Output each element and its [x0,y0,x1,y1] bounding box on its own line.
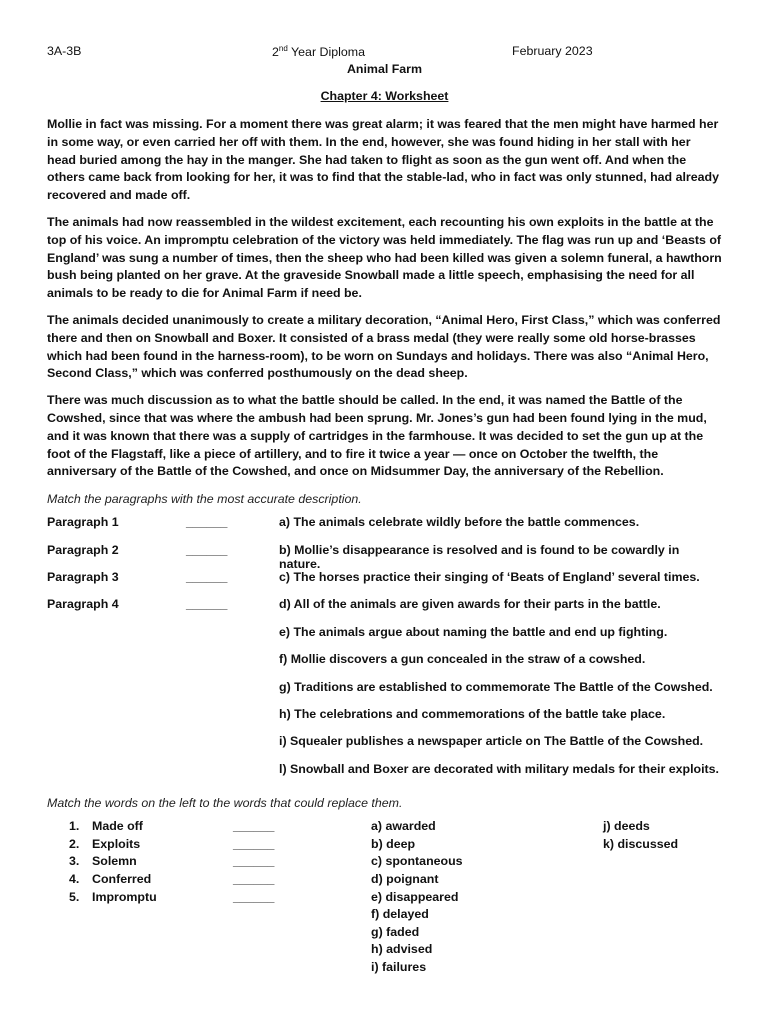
paragraph-label: Paragraph 1 [47,515,119,530]
word-number-column: 1. 2. 3. 4. 5. [69,819,80,904]
option-column-2 [603,818,678,853]
word-item: Solemn [92,854,137,869]
paragraph-4: There was much discussion as to what the battle should be called. In the end, it was named the Battle of the Cowshed, since that was where the ambush had been sprung. Mr. Jones’s gun had been found lying in the mud, and it was known that there was a supply of cartridges in the farmhouse. It was decided to set the gun up at the foot of the Flagstaff, like a piece of artillery, and to fire it twice a year — once on October the twelfth, the anniversary of the Battle of the Cowshed, and once on Midsummer Day, the anniversary of the Rebellion. [47,393,707,479]
match-row [47,515,722,535]
answer-blank[interactable]: ______ [186,597,228,612]
word-item: Exploits [92,836,141,851]
word-item: Impromptu [92,889,157,904]
answer-blank: ______ [233,819,275,834]
header [47,44,722,62]
course-year: 2nd Year Diploma [272,44,365,60]
paragraph-label: Paragraph 3 [47,569,119,584]
book-title: Animal Farm [346,62,423,76]
words-instruction: Match the words on the left to the words that could replace them. [47,796,403,811]
worksheet-page [47,44,722,978]
match-row [47,542,722,571]
match-row [47,625,722,645]
match-row [47,570,722,590]
option-item: e) disappeared [371,889,459,904]
option-item: g) faded [371,924,420,939]
class-code: 3A-3B [47,44,82,58]
option-item: d) poignant [371,871,439,886]
paragraph-label: Paragraph 4 [47,597,119,612]
description-option: l) Snowball and Boxer are decorated with military medals for their exploits. [279,761,719,776]
option-item: j) deeds [603,819,650,834]
word-item: Conferred [92,871,152,886]
description-option: c) The horses practice their singing of ‘Beats of England’ several times. [279,569,700,584]
option-item: k) discussed [603,836,679,851]
option-item: h) advised [371,942,433,957]
match-row [47,707,722,727]
description-option: h) The celebrations and commemorations of the battle take place. [279,706,666,721]
option-item: f) delayed [371,907,429,922]
description-option: f) Mollie discovers a gun concealed in the straw of a cowshed. [279,652,646,667]
answer-blank: ______ [233,871,275,886]
chapter-title: Chapter 4: Worksheet [320,89,449,103]
match-instruction: Match the paragraphs with the most accurate description. [47,492,362,507]
answer-blank[interactable]: ______ [186,515,228,530]
match-row [47,762,722,782]
paragraph-3: The animals decided unanimously to create a military decoration, “Animal Hero, First Class,” which was conferred there and then on Snowball and Boxer. It consisted of a brass medal (they were really some old horse-brasses which had been found in the harness-room), to be worn on Sundays and holidays. There was also “Animal Hero, Second Class,” which was conferred posthumously on the dead sheep. [47,312,721,381]
paragraph-label: Paragraph 2 [47,542,119,557]
answer-blank[interactable]: ______ [186,542,228,557]
answer-blank[interactable]: ______ [186,569,228,584]
description-option: b) Mollie’s disappearance is resolved and is found to be cowardly in nature. [279,542,680,571]
description-option: g) Traditions are established to commemorate The Battle of the Cowshed. [279,679,713,694]
word-blank-column[interactable] [233,818,274,906]
paragraph-2: The animals had now reassembled in the wildest excitement, each recounting his own exploits in the battle at the top of his voice. An impromptu celebration of the victory was held immediately. The flag was run up and ‘Beasts of England’ was sung a number of times, then the sheep who had been killed was given a solemn funeral, a hawthorn bush being planted on her grave. At the graveside Snowball made a little speech, emphasising the need for all animals to be ready to die for Animal Farm if need be. [47,214,722,301]
option-item: i) failures [371,959,427,974]
word-column [92,818,157,906]
answer-blank: ______ [233,836,275,851]
option-column [371,818,463,976]
match-row [47,652,722,672]
answer-blank: ______ [233,889,275,904]
date: February 2023 [512,44,593,58]
match-row [47,734,722,754]
match-row [47,597,722,617]
paragraph-match-section [47,515,722,785]
word-item: Made off [92,819,143,834]
description-option: d) All of the animals are given awards for their parts in the battle. [279,597,661,612]
word-match-section [47,818,722,978]
option-item: c) spontaneous [371,854,463,869]
option-item: b) deep [371,836,416,851]
answer-blank: ______ [233,854,275,869]
description-option: i) Squealer publishes a newspaper article on The Battle of the Cowshed. [279,734,704,749]
description-option: a) The animals celebrate wildly before the battle commences. [279,515,640,530]
description-option: e) The animals argue about naming the battle and end up fighting. [279,624,668,639]
match-row [47,680,722,700]
option-item: a) awarded [371,819,436,834]
paragraph-1: Mollie in fact was missing. For a moment there was great alarm; it was feared that the men might have harmed her in some way, or even carried her off with them. In the end, however, she was found hiding in her stall with her head buried among the hay in the manger. She had taken to flight as soon as the gun went off. And when the others came back from looking for her, it was to find that the stable-lad, who in fact was only stunned, had already recovered and made off. [47,117,719,203]
